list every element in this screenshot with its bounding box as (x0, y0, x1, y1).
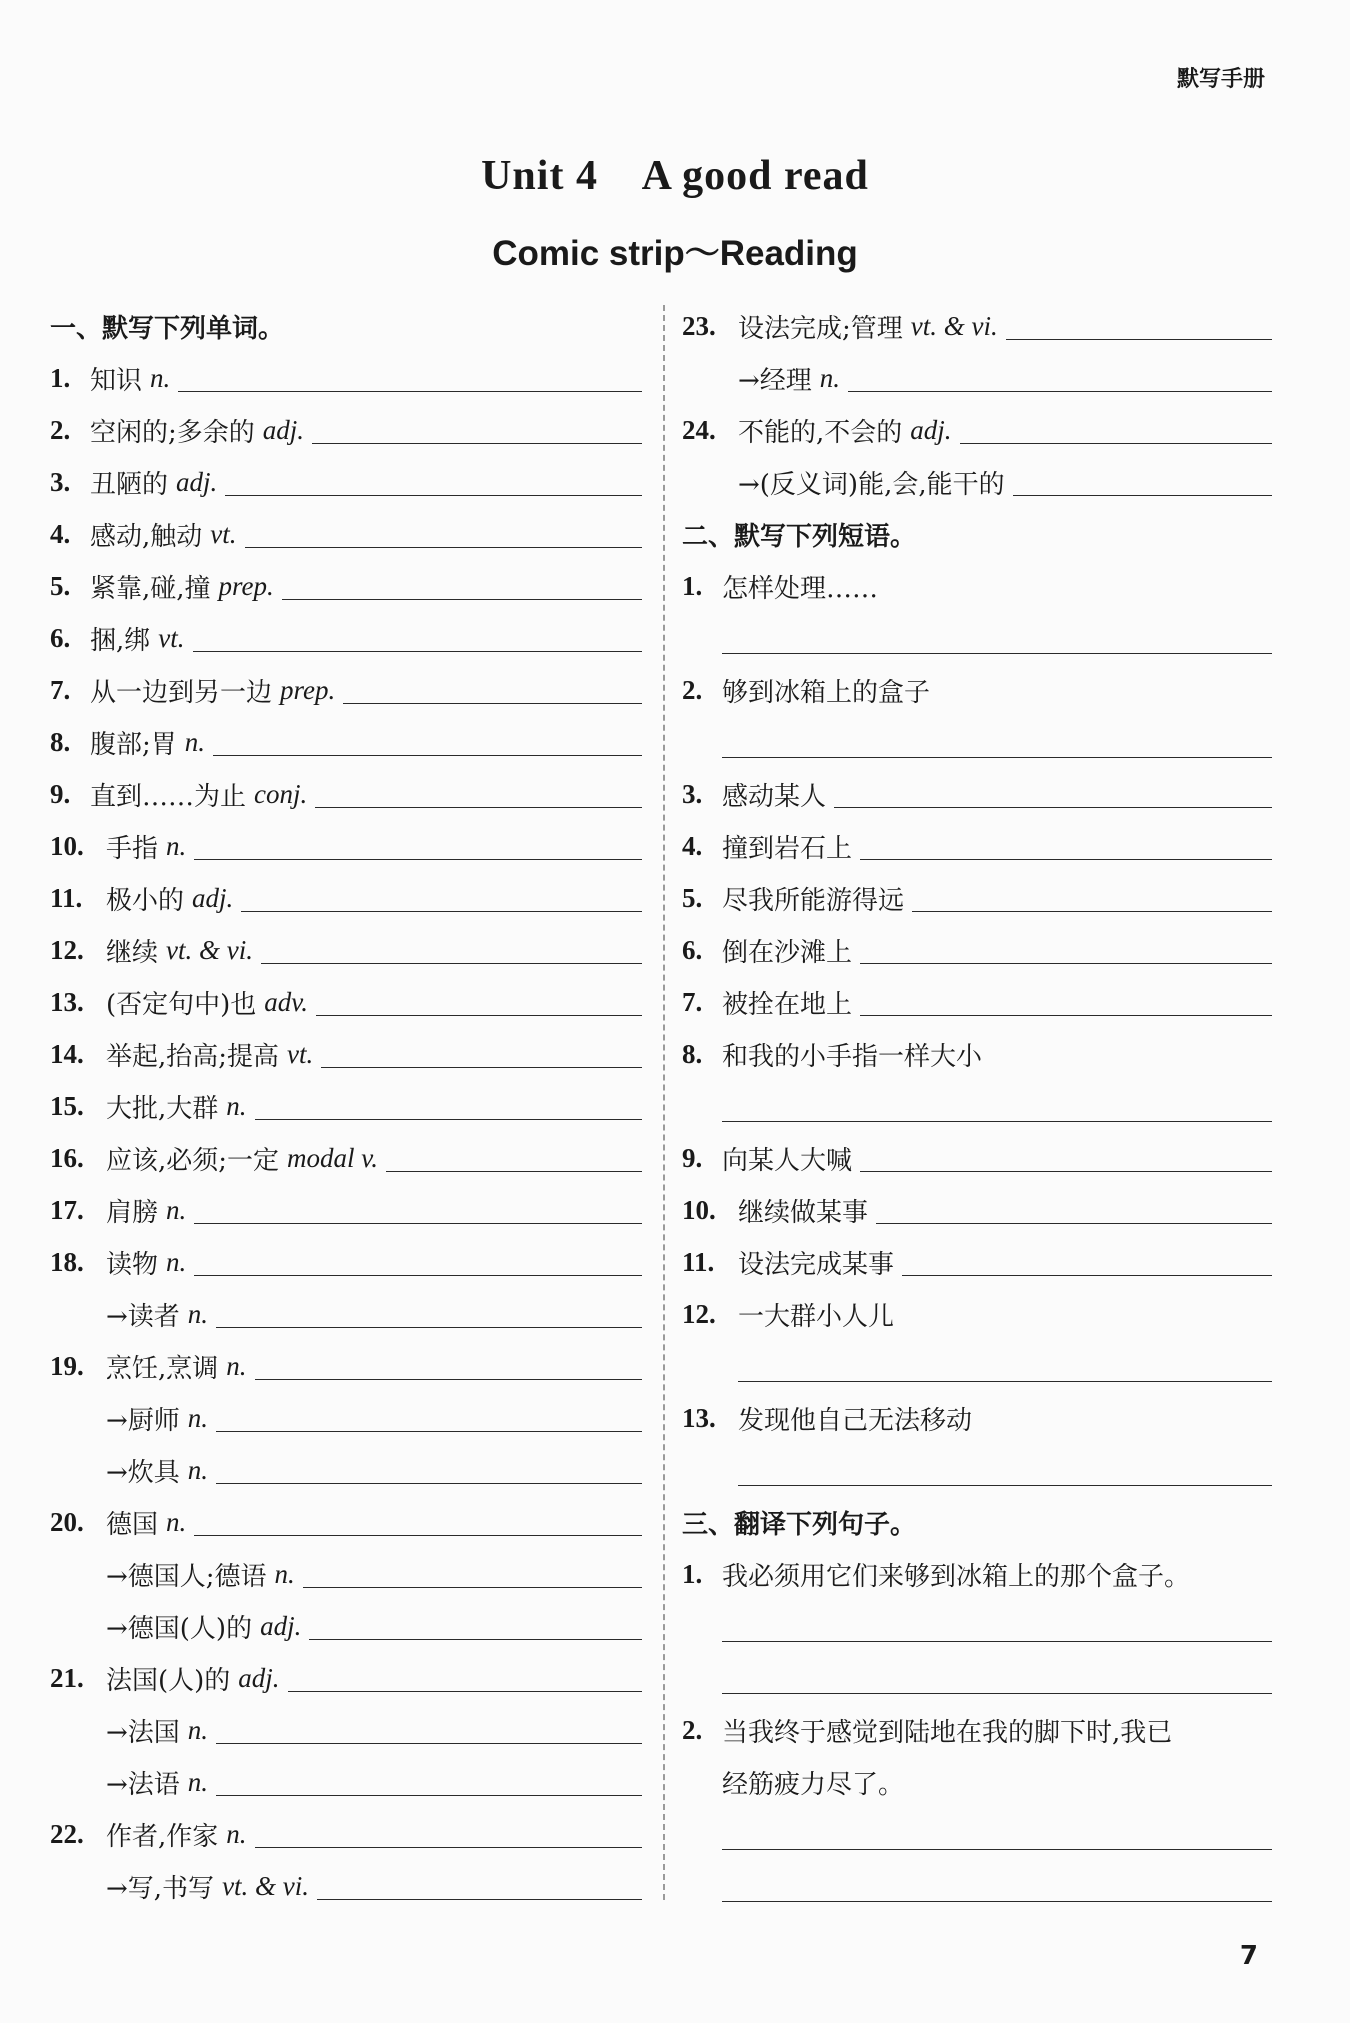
answer-line[interactable] (216, 1717, 642, 1744)
item-number: 23. (682, 310, 716, 341)
phrase-item: 12. 一大群小人儿 (682, 1298, 895, 1332)
part-of-speech: adj. (192, 882, 234, 913)
answer-line-row (682, 1340, 1272, 1392)
answer-line[interactable] (216, 1457, 642, 1484)
part-of-speech: vt. & vi. (910, 310, 998, 341)
part-of-speech: n. (226, 1350, 247, 1381)
word-item (50, 1184, 642, 1236)
sentence-item: 2. 当我终于感觉到陆地在我的脚下时,我已 (682, 1714, 1173, 1748)
phrase-item: 1. 怎样处理…… (682, 570, 879, 604)
answer-line[interactable] (738, 1459, 1272, 1486)
answer-line-row (682, 1652, 1272, 1704)
word-item (50, 1652, 642, 1704)
answer-line[interactable] (216, 1301, 642, 1328)
answer-line[interactable] (317, 1873, 642, 1900)
word-derivative-item (50, 1600, 642, 1652)
part-of-speech: n. (150, 362, 171, 393)
phrase-item: 11. 设法完成某事 (682, 1236, 1272, 1288)
part-of-speech: vt. (158, 622, 185, 653)
item-prompt: 继续 (106, 937, 159, 968)
item-prompt: 捆,绑 (90, 625, 151, 656)
item-prompt: 知识 (90, 365, 143, 396)
item-prompt: 德国 (106, 1509, 159, 1540)
sub-title: Comic strip～Reading (492, 234, 858, 273)
item-prompt: 举起,抬高;提高 (106, 1041, 280, 1072)
word-derivative-item (682, 352, 1272, 404)
section-3-heading: 三、翻译下列句子。 (682, 1509, 917, 1540)
word-item (50, 456, 642, 508)
word-item (50, 1236, 642, 1288)
part-of-speech: n. (187, 1298, 209, 1329)
answer-line[interactable] (848, 365, 1272, 392)
word-item (50, 560, 642, 612)
item-number: 12. (50, 934, 84, 965)
part-of-speech: n. (187, 1454, 209, 1485)
answer-line[interactable] (282, 573, 642, 600)
word-item (50, 508, 642, 560)
word-derivative-item (50, 1704, 642, 1756)
item-number: 15. (50, 1090, 84, 1121)
word-item (50, 1808, 642, 1860)
item-prompt: 极小的 (106, 885, 185, 916)
item-prompt: →(反义词)能,会,能干的 (738, 469, 1005, 500)
item-prompt: →炊具 (106, 1457, 180, 1488)
answer-line[interactable] (193, 625, 642, 652)
column-divider (663, 305, 665, 1900)
item-number: 17. (50, 1194, 84, 1225)
item-number: 8. (50, 726, 71, 757)
answer-line[interactable] (309, 1613, 642, 1640)
answer-line[interactable] (216, 1405, 642, 1432)
answer-line[interactable] (343, 677, 642, 704)
item-prompt: →读者 (106, 1301, 180, 1332)
answer-line[interactable] (902, 1249, 1272, 1276)
part-of-speech: modal v. (287, 1142, 379, 1173)
item-number: 5. (50, 570, 71, 601)
word-item (50, 664, 642, 716)
answer-line[interactable] (1006, 313, 1272, 340)
item-prompt: →德国(人)的 (106, 1613, 253, 1644)
word-item (50, 924, 642, 976)
answer-line[interactable] (178, 365, 642, 392)
item-prompt: 大批,大群 (106, 1093, 219, 1124)
item-prompt: 作者,作家 (106, 1821, 219, 1852)
answer-line[interactable] (245, 521, 642, 548)
answer-line[interactable] (216, 1769, 642, 1796)
answer-line[interactable] (255, 1093, 642, 1120)
word-derivative-item (50, 1756, 642, 1808)
part-of-speech: n. (187, 1402, 209, 1433)
word-item (50, 872, 642, 924)
word-derivative-item (682, 456, 1272, 508)
answer-line[interactable] (321, 1041, 642, 1068)
item-prompt: →德国人;德语 (106, 1561, 267, 1592)
item-prompt: →法国 (106, 1717, 180, 1748)
part-of-speech: adj. (262, 414, 305, 445)
phrase-item: 9. 向某人大喊 (682, 1132, 1272, 1184)
word-item (50, 612, 642, 664)
answer-line-row (682, 1600, 1272, 1652)
answer-line-row (682, 1860, 1272, 1912)
answer-line-row (682, 1444, 1272, 1496)
item-prompt: 紧靠,碰,撞 (90, 573, 211, 604)
part-of-speech: n. (166, 830, 187, 861)
item-prompt: →厨师 (106, 1405, 180, 1436)
part-of-speech: adj. (238, 1662, 280, 1693)
word-item (682, 300, 1272, 352)
phrase-item: 10. 继续做某事 (682, 1184, 1272, 1236)
answer-line[interactable] (288, 1665, 642, 1692)
word-derivative-item (50, 1548, 642, 1600)
item-prompt: 烹饪,烹调 (106, 1353, 219, 1384)
answer-line[interactable] (312, 417, 642, 444)
part-of-speech: adj. (260, 1610, 302, 1641)
item-number: 4. (50, 518, 71, 549)
answer-line[interactable] (722, 1667, 1272, 1694)
answer-line-row (682, 612, 1272, 664)
item-prompt: 手指 (106, 833, 159, 864)
word-item (50, 1080, 642, 1132)
answer-line[interactable] (1013, 469, 1272, 496)
item-prompt: →写,书写 (106, 1873, 215, 1904)
answer-line[interactable] (255, 1821, 642, 1848)
answer-line[interactable] (722, 731, 1272, 758)
item-number: 2. (50, 414, 71, 445)
word-derivative-item (50, 1392, 642, 1444)
word-item (50, 1496, 642, 1548)
answer-line[interactable] (255, 1353, 642, 1380)
part-of-speech: vt. (287, 1038, 314, 1069)
word-item (50, 820, 642, 872)
answer-line[interactable] (722, 1875, 1272, 1902)
answer-line[interactable] (316, 989, 642, 1016)
item-number: 13. (50, 986, 84, 1017)
item-number: 18. (50, 1246, 84, 1277)
word-item (50, 1340, 642, 1392)
item-prompt: 应该,必须;一定 (106, 1145, 280, 1176)
answer-line[interactable] (194, 1509, 642, 1536)
word-derivative-item (50, 1444, 642, 1496)
word-item (50, 716, 642, 768)
answer-line-row (682, 716, 1272, 768)
word-item (50, 1028, 642, 1080)
part-of-speech: vt. & vi. (166, 934, 253, 965)
part-of-speech: n. (226, 1090, 247, 1121)
answer-line-row (682, 1080, 1272, 1132)
word-item (50, 976, 642, 1028)
part-of-speech: n. (274, 1558, 295, 1589)
item-prompt: 空闲的;多余的 (90, 417, 255, 448)
item-number: 20. (50, 1506, 84, 1537)
item-prompt: →法语 (106, 1769, 180, 1800)
item-prompt: 肩膀 (106, 1197, 159, 1228)
word-item (50, 1132, 642, 1184)
part-of-speech: n. (166, 1246, 187, 1277)
phrase-item: 3. 感动某人 (682, 768, 1272, 820)
item-number: 1. (50, 362, 71, 393)
answer-line[interactable] (960, 417, 1272, 444)
item-prompt: 法国(人)的 (106, 1665, 231, 1696)
section-2-heading: 二、默写下列短语。 (682, 521, 917, 552)
part-of-speech: n. (226, 1818, 247, 1849)
part-of-speech: n. (166, 1506, 187, 1537)
item-number: 19. (50, 1350, 84, 1381)
page-number: 7 (1239, 1941, 1258, 1971)
answer-line[interactable] (722, 1095, 1272, 1122)
word-item (50, 768, 642, 820)
item-prompt: 感动,触动 (90, 521, 203, 552)
part-of-speech: vt. (210, 518, 237, 549)
answer-line[interactable] (722, 1615, 1272, 1642)
answer-line[interactable] (834, 781, 1272, 808)
answer-line[interactable] (225, 469, 642, 496)
word-derivative-item (50, 1860, 642, 1912)
item-prompt: (否定句中)也 (106, 989, 257, 1020)
unit-title: Unit 4 A good read (481, 153, 869, 199)
word-item (50, 352, 642, 404)
item-number: 11. (50, 882, 83, 913)
part-of-speech: vt. & vi. (222, 1870, 310, 1901)
answer-line[interactable] (241, 885, 642, 912)
word-derivative-item (50, 1288, 642, 1340)
item-prompt: →经理 (738, 365, 812, 396)
answer-line[interactable] (860, 1145, 1272, 1172)
answer-line[interactable] (261, 937, 642, 964)
part-of-speech: n. (166, 1194, 187, 1225)
answer-line[interactable] (194, 833, 642, 860)
part-of-speech: adj. (176, 466, 218, 497)
item-prompt: 丑陋的 (90, 469, 169, 500)
part-of-speech: adv. (264, 986, 309, 1017)
part-of-speech: n. (819, 362, 841, 393)
phrase-item: 6. 倒在沙滩上 (682, 924, 1272, 976)
phrase-item: 2. 够到冰箱上的盒子 (682, 674, 931, 708)
part-of-speech: n. (187, 1766, 209, 1797)
answer-line-row (682, 1808, 1272, 1860)
answer-line[interactable] (722, 627, 1272, 654)
phrase-item: 5. 尽我所能游得远 (682, 872, 1272, 924)
answer-line[interactable] (386, 1145, 642, 1172)
item-number: 16. (50, 1142, 84, 1173)
left-column (50, 300, 642, 1912)
answer-line[interactable] (194, 1249, 642, 1276)
sentence-item: 1. 我必须用它们来够到冰箱上的那个盒子。 (682, 1558, 1191, 1592)
item-number: 14. (50, 1038, 84, 1069)
answer-line[interactable] (315, 781, 642, 808)
item-prompt: 从一边到另一边 (90, 677, 273, 708)
part-of-speech: n. (187, 1714, 209, 1745)
item-prompt: 设法完成;管理 (738, 313, 903, 344)
phrase-item: 13. 发现他自己无法移动 (682, 1402, 973, 1436)
answer-line[interactable] (860, 989, 1272, 1016)
part-of-speech: adj. (910, 414, 952, 445)
item-prompt: 不能的,不会的 (738, 417, 903, 448)
answer-line[interactable] (722, 1823, 1272, 1850)
answer-line[interactable] (303, 1561, 642, 1588)
answer-line[interactable] (912, 885, 1272, 912)
answer-line[interactable] (860, 833, 1272, 860)
right-column (682, 300, 1272, 1912)
phrase-item: 7. 被拴在地上 (682, 976, 1272, 1028)
item-number: 21. (50, 1662, 84, 1693)
phrase-item: 4. 撞到岩石上 (682, 820, 1272, 872)
answer-line[interactable] (860, 937, 1272, 964)
answer-line[interactable] (738, 1355, 1272, 1382)
part-of-speech: prep. (280, 674, 336, 705)
item-number: 3. (50, 466, 71, 497)
part-of-speech: conj. (254, 778, 308, 809)
answer-line[interactable] (213, 729, 642, 756)
header-label: 默写手册 (1176, 67, 1265, 92)
word-item (50, 404, 642, 456)
item-prompt: 读物 (106, 1249, 159, 1280)
item-number: 24. (682, 414, 716, 445)
item-number: 10. (50, 830, 84, 861)
item-number: 6. (50, 622, 71, 653)
item-prompt: 腹部;胃 (90, 729, 177, 760)
item-number: 9. (50, 778, 71, 809)
item-prompt: 直到……为止 (90, 781, 247, 812)
phrase-item: 8. 和我的小手指一样大小 (682, 1038, 983, 1072)
answer-line[interactable] (194, 1197, 642, 1224)
answer-line[interactable] (876, 1197, 1272, 1224)
item-number: 22. (50, 1818, 84, 1849)
word-item (682, 404, 1272, 456)
part-of-speech: n. (184, 726, 206, 757)
section-1-heading: 一、默写下列单词。 (50, 313, 285, 344)
item-number: 7. (50, 674, 71, 705)
sentence-continuation: 经筋疲力尽了。 (722, 1769, 905, 1800)
part-of-speech: prep. (218, 570, 274, 601)
